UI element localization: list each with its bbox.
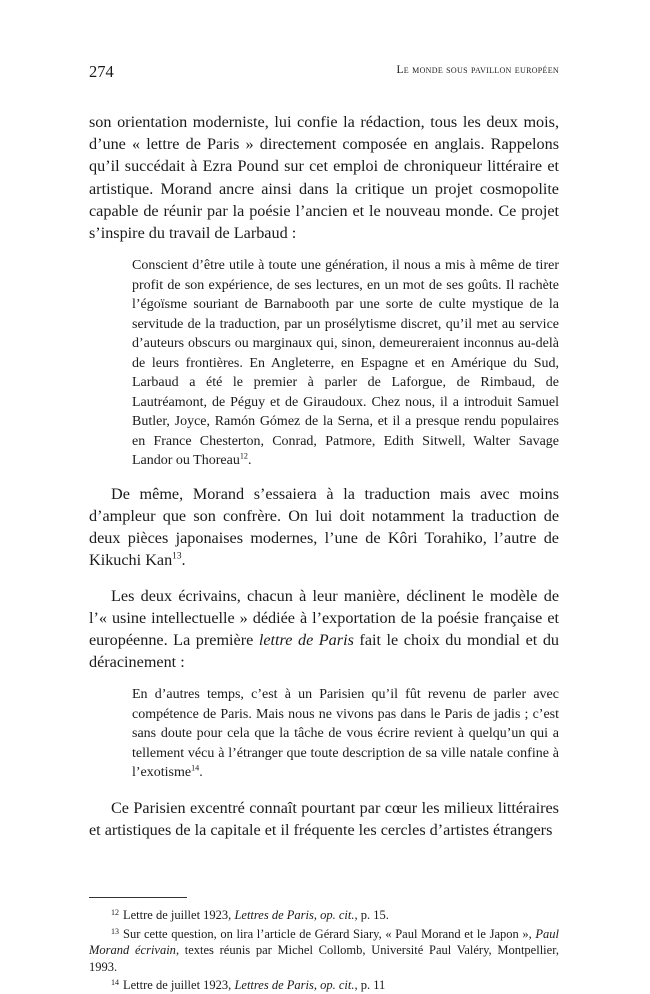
paragraph-text: De même, Morand s’essaiera à la traduction mais avec moins d’ampleur que son confrère. On lui doit notamment la traduction de deux pièces japonaises modernes, l’une de Kôri Torahiko, l’autre de Kikuchi Kan — [89, 484, 559, 570]
footnote-number: 14 — [111, 978, 119, 988]
footnote-ref[interactable]: 13 — [172, 551, 182, 562]
footnote-ref[interactable]: 14 — [191, 763, 200, 773]
footnote-text: Sur cette question, on lira l’article de Gérard Siary, « Paul Morand et le Japon », — [123, 926, 536, 941]
paragraph-two-writers — [89, 585, 559, 674]
paragraph-text: Les deux écrivains, chacun à leur manière, déclinent le modèle de l’« usine intellectuelle » dédiée à l’exportation de la poésie française et européenne. La première — [89, 586, 559, 649]
footnote-text-end: , p. 11 — [354, 978, 386, 993]
footnote-text: Lettre de juillet 1923, — [123, 908, 235, 923]
page-number: 274 — [89, 62, 114, 81]
footnote-number: 13 — [111, 926, 119, 936]
paragraph-continued: son orientation moderniste, lui confie la rédaction, tous les deux mois, d’une « lettre de Paris » directement composée en anglais. Rappelons qu’il succédait à Ezra Pound sur cet emploi de chroniqueur littéraire et artistique. Morand ancre ainsi dans la critique un projet cosmopolite capable de réunir par la poésie l’ancien et le nouveau monde. Ce projet s’inspire du travail de Larbaud : — [89, 113, 559, 243]
paragraph-end: . — [181, 551, 186, 570]
footnote-13 — [89, 924, 559, 976]
footnote-text-end: , p. 15. — [354, 908, 389, 923]
footnote-italic: Paul Morand écrivain — [89, 926, 559, 958]
page-header — [89, 62, 559, 88]
footnote-italic: Lettres de Paris, op. cit. — [234, 908, 355, 923]
quote-text: Conscient d’être utile à toute une génération, il nous a mis à même de tirer profit de son expérience, de ses lectures, en un mot de ses goûts. Il rachète l’égoïsme souriant de Barnabooth par une sorte de culte mystique de la servitude de la traduction, par un prosélytisme discret, qu’il met au service d’auteurs obscurs ou marginaux qui, sinon, demeureraient inconnus au-delà de leurs frontières. En Angleterre, en Espagne et en Amérique du Sud, Larbaud a été le premier à parler de Laforgue, de Rimbaud, de Lautréamont, de Péguy et de Giraudoux. Chez nous, il a introduit Samuel Butler, Joyce, Ramón Gómez de la Serna, et il a presque rendu populaires en France Chesterton, Conrad, Patmore, Edith Sitwell, Walter Savage Landor ou Thoreau — [132, 258, 559, 469]
running-head: Le monde sous pavillon européen — [396, 64, 559, 76]
footnote-divider — [89, 897, 187, 898]
main-text — [89, 111, 559, 841]
footnote-number: 12 — [111, 908, 119, 918]
block-quote-larbaud: Conscient d’être utile à toute une génération, il nous a mis à même de tirer profit de son expérience, de ses lectures, en un mot de ses goûts. Il rachète l’égoïsme souriant de Barnabooth par une sorte de culte mystique de la servitude de la traduction, par un prosélytisme discret, qu’il met au service d’auteurs obscurs ou marginaux qui, sinon, demeureraient inconnus au-delà de leurs frontières. En Angleterre, en Espagne et en Amérique du Sud, Larbaud a été le premier à parler de Laforgue, de Rimbaud, de Lautréamont, de Péguy et de Giraudoux. Chez nous, il a introduit Samuel Butler, Joyce, Ramón Gómez de la Serna, et il a presque rendu populaires en France Chesterton, Conrad, Patmore, Edith Sitwell, Walter Savage Landor ou Thoreau$^{12}$. — [132, 258, 559, 469]
footnote-text-end: , textes réunis par Michel Collomb, Université Paul Valéry, Montpellier, 1993. — [89, 943, 559, 974]
footnotes — [89, 905, 559, 994]
footnote-ref[interactable]: 12 — [239, 451, 248, 461]
paragraph-parisien: Ce Parisien excentré connaît pourtant par cœur les milieux littéraires et artistiques de la capitale et il fréquente les cercles d’artistes étrangers — [89, 798, 559, 840]
footnote-text: Lettre de juillet 1923, — [123, 978, 235, 993]
italic-title: lettre de Paris — [258, 630, 354, 649]
paragraph-translation — [89, 483, 559, 572]
book-page — [89, 62, 559, 994]
block-quote-lettre-de-paris — [132, 685, 559, 783]
paragraph-text-end: fait le choix du mondial et du déracinement : — [89, 630, 560, 672]
footnote-italic: Lettres de Paris, op. cit. — [234, 978, 355, 993]
quote-end: . — [199, 765, 203, 781]
quote-text: En d’autres temps, c’est à un Parisien qu’il fût revenu de parler avec compétence de Paris. Mais nous ne vivons pas dans le Paris de jadis ; c’est sans doute pour cela que la tâche de vous écrire revient à quelqu’un qui a tellement vécu à l’étranger que toute description de sa ville natale confine à l’exotisme — [132, 687, 559, 781]
footnote-12 — [89, 905, 559, 924]
